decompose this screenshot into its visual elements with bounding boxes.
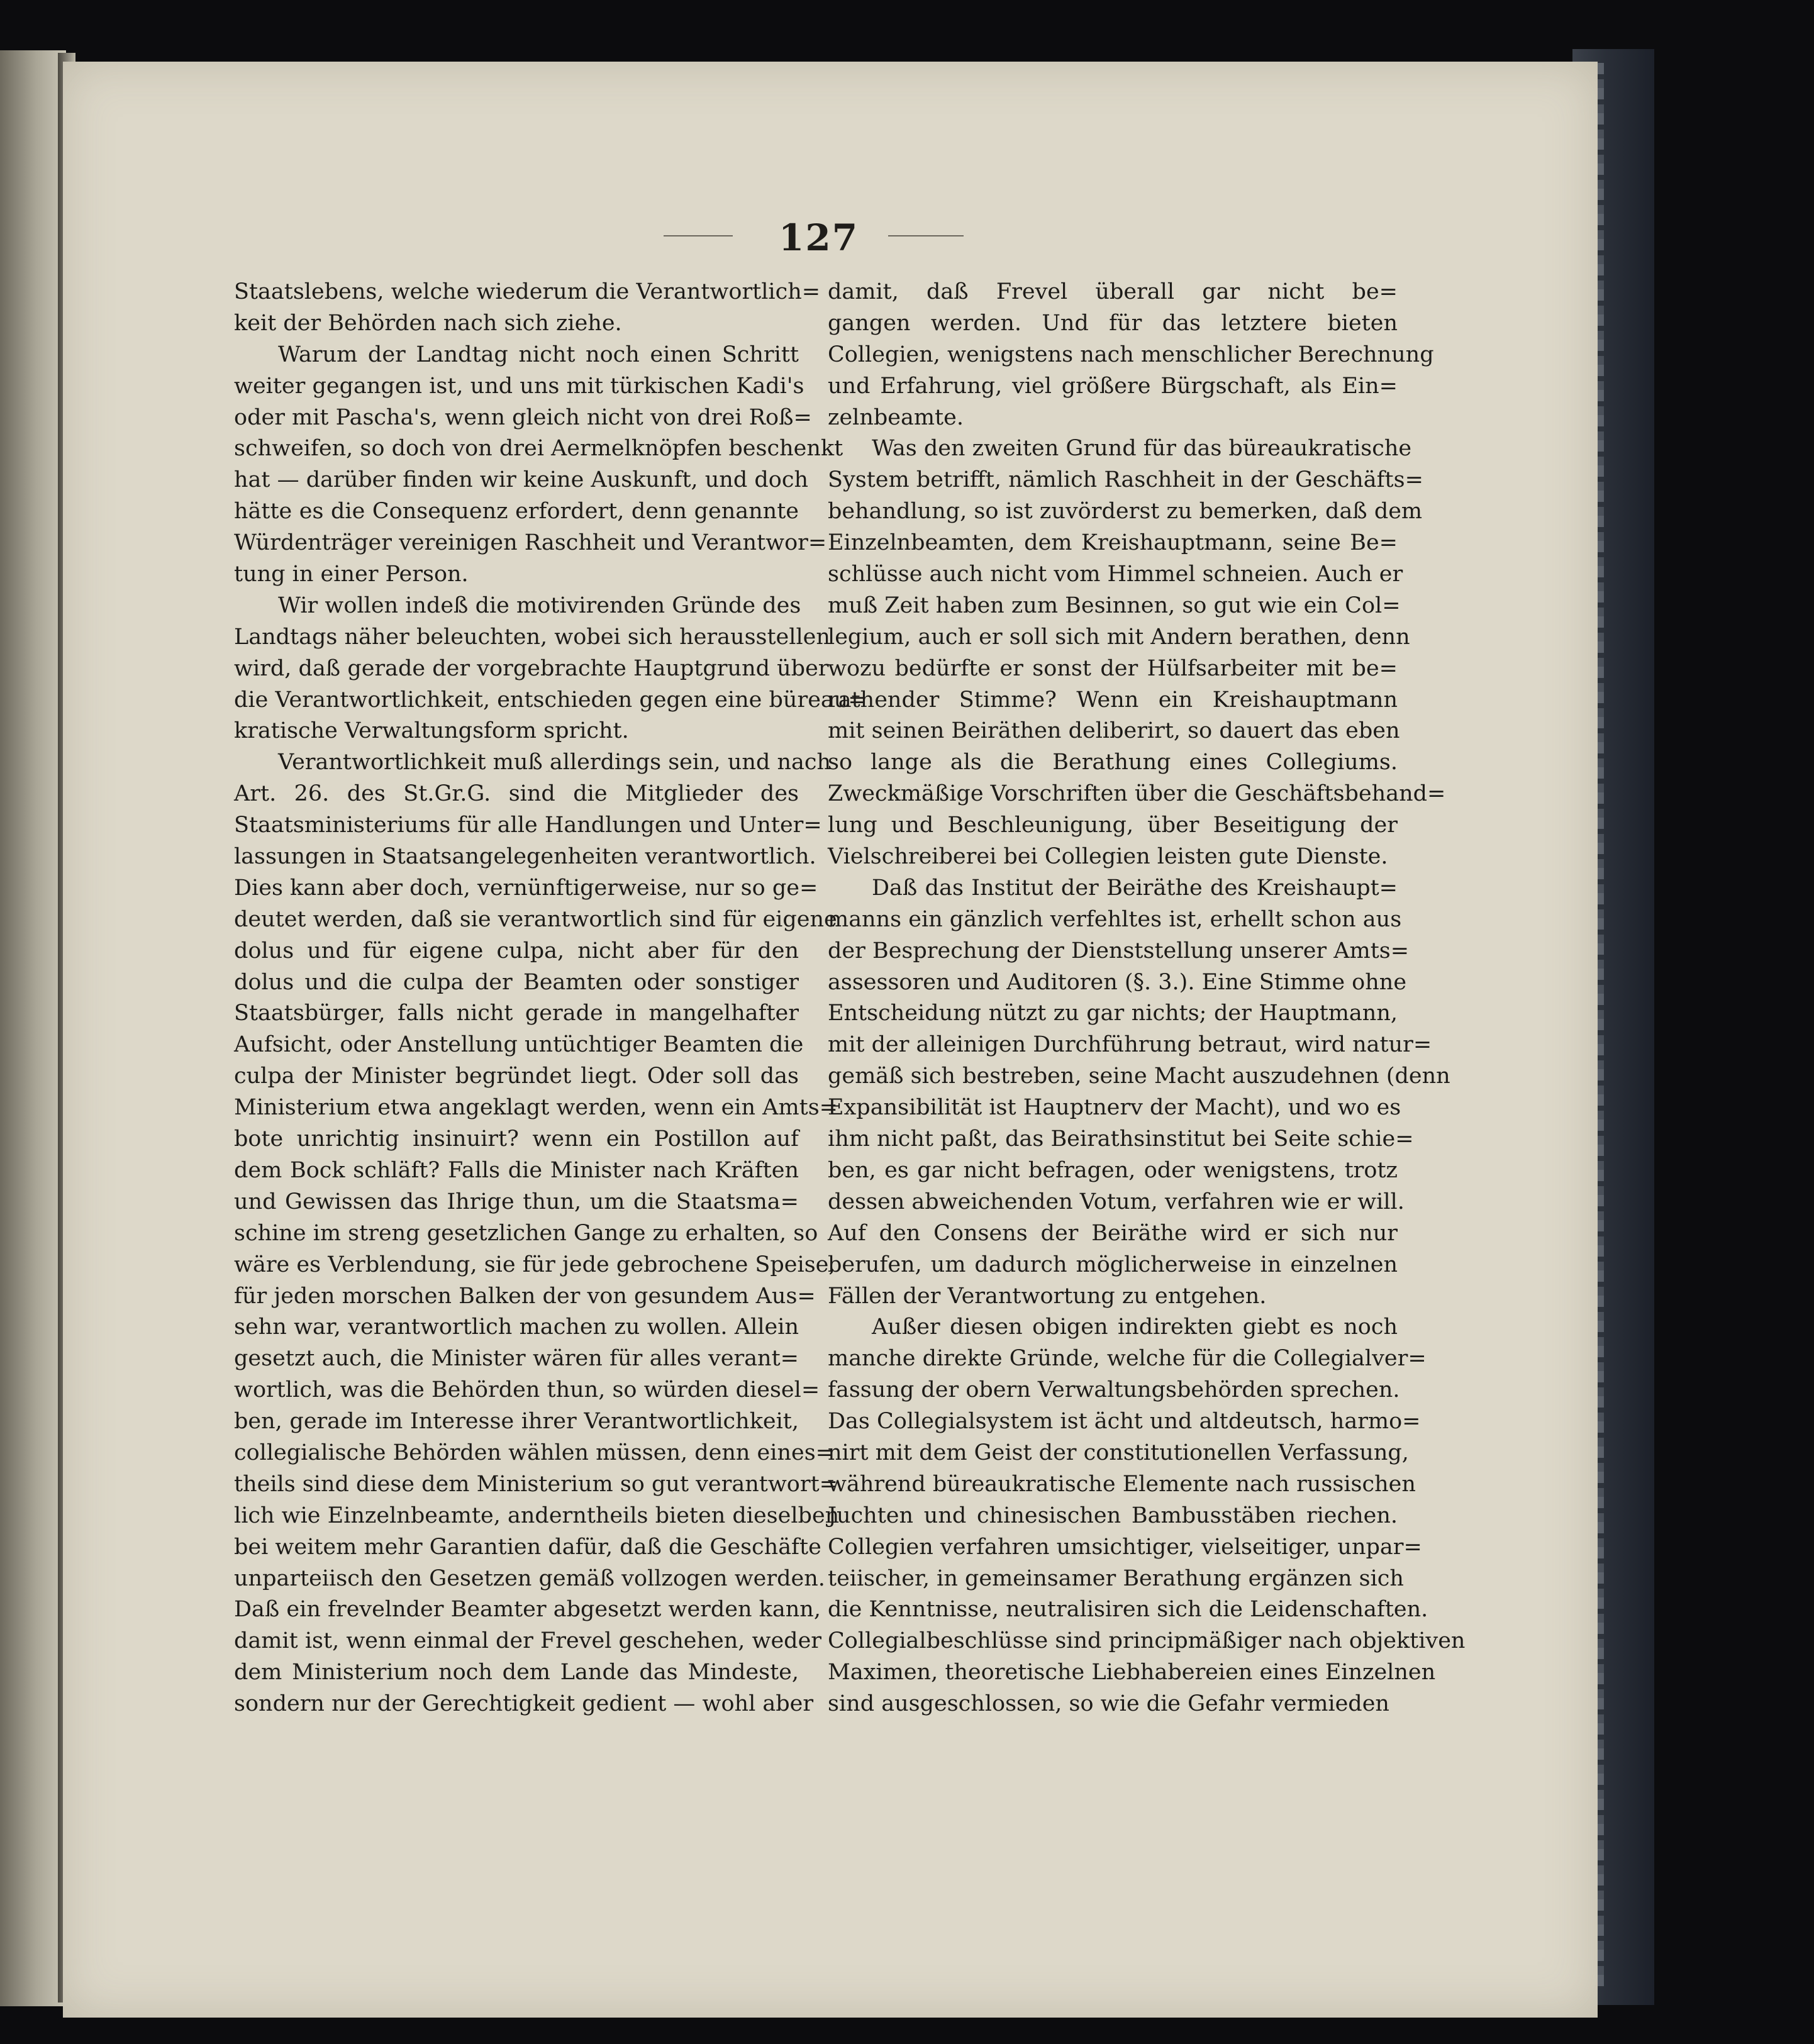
text-line: der Besprechung der Dienststellung unserer Amts=: [828, 938, 1410, 964]
text-line: schweifen, so doch von drei Aermelknöpfen beschenkt: [234, 436, 843, 462]
text-line: tung in einer Person.: [234, 562, 469, 587]
text-line: Würdenträger vereinigen Raschheit und Verantwor=: [234, 530, 827, 556]
text-line: Staatsministeriums für alle Handlungen und Unter=: [234, 813, 822, 838]
text-line: dem Ministerium noch dem Lande das Mindeste,: [234, 1660, 799, 1686]
text-line: dolus und für eigene culpa, nicht aber für den: [234, 938, 799, 964]
text-line: damit ist, wenn einmal der Frevel geschehen, weder: [234, 1628, 822, 1654]
text-line: gesetzt auch, die Minister wären für alles verant=: [234, 1346, 799, 1372]
text-line: dessen abweichenden Votum, verfahren wie er will.: [828, 1189, 1405, 1214]
left-text-column: [234, 277, 867, 1748]
text-line: keit der Behörden nach sich ziehe.: [234, 310, 622, 336]
text-line: Einzelnbeamten, dem Kreishauptmann, seine Be=: [828, 530, 1398, 556]
text-line: Außer diesen obigen indirekten giebt es noch: [872, 1314, 1398, 1340]
text-line: ben, gerade im Interesse ihrer Verantwortlichkeit,: [234, 1409, 799, 1435]
text-line: Juchten und chinesischen Bambusstäben riechen.: [828, 1502, 1398, 1528]
text-line: schine im streng gesetzlichen Gange zu erhalten, so: [234, 1220, 818, 1246]
text-line: Vielschreiberei bei Collegien leisten gute Dienste.: [828, 844, 1388, 870]
text-line: für jeden morschen Balken der von gesundem Aus=: [234, 1283, 816, 1309]
page-number: 127: [779, 216, 859, 259]
text-line: gangen werden. Und für das letztere bieten: [828, 310, 1398, 336]
text-line: manns ein gänzlich verfehltes ist, erhellt schon aus: [828, 906, 1402, 932]
text-line: teiischer, in gemeinsamer Berathung ergänzen sich: [828, 1565, 1404, 1591]
text-line: Collegialbeschlüsse sind principmäßiger nach objektiven: [828, 1628, 1466, 1654]
text-line: System betrifft, nämlich Raschheit in der Geschäfts=: [828, 467, 1423, 493]
text-line: Verantwortlichkeit muß allerdings sein, und nach: [278, 750, 832, 775]
text-line: wäre es Verblendung, sie für jede gebrochene Speise,: [234, 1252, 836, 1277]
text-line: und Gewissen das Ihrige thun, um die Staatsma=: [234, 1189, 799, 1214]
text-line: sondern nur der Gerechtigkeit gedient — wohl aber: [234, 1691, 814, 1717]
header-rule-right: [888, 235, 964, 236]
text-line: Maximen, theoretische Liebhabereien eines Einzelnen: [828, 1660, 1436, 1686]
text-line: berufen, um dadurch möglicherweise in einzelnen: [828, 1252, 1398, 1277]
text-line: ben, es gar nicht befragen, oder wenigstens, trotz: [828, 1157, 1398, 1183]
text-line: kratische Verwaltungsform spricht.: [234, 718, 629, 744]
text-line: legium, auch er soll sich mit Andern berathen, denn: [828, 624, 1410, 650]
text-line: gemäß sich bestreben, seine Macht auszudehnen (denn: [828, 1064, 1450, 1089]
text-line: Warum der Landtag nicht noch einen Schritt: [278, 342, 799, 367]
text-line: Daß das Institut der Beiräthe des Kreishaupt=: [872, 875, 1398, 901]
text-line: Auf den Consens der Beiräthe wird er sich nur: [828, 1220, 1398, 1246]
text-line: damit, daß Frevel überall gar nicht be=: [828, 279, 1398, 304]
text-line: Expansibilität ist Hauptnerv der Macht), und wo es: [828, 1095, 1401, 1121]
text-line: Aufsicht, oder Anstellung untüchtiger Beamten die: [234, 1032, 804, 1058]
text-line: assessoren und Auditoren (§. 3.). Eine Stimme ohne: [828, 969, 1407, 995]
text-line: dem Bock schläft? Falls die Minister nach Kräften: [234, 1157, 799, 1183]
text-line: Wir wollen indeß die motivirenden Gründe des: [278, 592, 801, 618]
text-line: manche direkte Gründe, welche für die Collegialver=: [828, 1346, 1427, 1372]
text-line: sind ausgeschlossen, so wie die Gefahr vermieden: [828, 1691, 1389, 1717]
text-line: und Erfahrung, viel größere Bürgschaft, als Ein=: [828, 373, 1398, 399]
text-line: sehn war, verantwortlich machen zu wollen. Allein: [234, 1314, 799, 1340]
text-line: muß Zeit haben zum Besinnen, so gut wie ein Col=: [828, 592, 1401, 618]
text-line: collegialische Behörden wählen müssen, denn eines=: [234, 1440, 835, 1465]
text-line: zelnbeamte.: [828, 404, 964, 430]
text-line: behandlung, so ist zuvörderst zu bemerken, daß dem: [828, 499, 1423, 525]
text-line: lassungen in Staatsangelegenheiten verantwortlich.: [234, 844, 816, 870]
text-line: die Kenntnisse, neutralisiren sich die Leidenschaften.: [828, 1597, 1428, 1623]
text-line: schlüsse auch nicht vom Himmel schneien. Auch er: [828, 562, 1403, 587]
text-line: Staatslebens, welche wiederum die Verantwortlich=: [234, 279, 821, 304]
text-line: fassung der obern Verwaltungsbehörden sprechen.: [828, 1377, 1400, 1403]
text-line: bei weitem mehr Garantien dafür, daß die Geschäfte: [234, 1534, 821, 1560]
text-line: Art. 26. des St.Gr.G. sind die Mitglieder des: [234, 781, 799, 807]
text-line: Das Collegialsystem ist ächt und altdeutsch, harmo=: [828, 1409, 1421, 1435]
text-line: Fällen der Verantwortung zu entgehen.: [828, 1283, 1267, 1309]
text-line: Collegien verfahren umsichtiger, vielseitiger, unpar=: [828, 1534, 1422, 1560]
text-line: wird, daß gerade der vorgebrachte Hauptgrund über: [234, 655, 829, 681]
text-line: lich wie Einzelnbeamte, anderntheils bieten dieselben: [234, 1502, 840, 1528]
text-line: oder mit Pascha's, wenn gleich nicht von drei Roß=: [234, 404, 812, 430]
text-line: Was den zweiten Grund für das büreaukratische: [872, 436, 1412, 462]
text-line: weiter gegangen ist, und uns mit türkischen Kadi's: [234, 373, 804, 399]
right-text-column: [828, 277, 1466, 1748]
text-line: hat — darüber finden wir keine Auskunft, und doch: [234, 467, 808, 493]
text-line: mit seinen Beiräthen deliberirt, so dauert das eben: [828, 718, 1400, 744]
text-line: unparteiisch den Gesetzen gemäß vollzogen werden.: [234, 1565, 825, 1591]
text-line: Staatsbürger, falls nicht gerade in mangelhafter: [234, 1001, 799, 1026]
text-line: wozu bedürfte er sonst der Hülfsarbeiter mit be=: [828, 655, 1398, 681]
text-line: Daß ein frevelnder Beamter abgesetzt werden kann,: [234, 1597, 821, 1623]
text-line: nirt mit dem Geist der constitutionellen Verfassung,: [828, 1440, 1409, 1465]
text-line: rathender Stimme? Wenn ein Kreishauptmann: [828, 687, 1398, 713]
text-line: dolus und die culpa der Beamten oder sonstiger: [234, 969, 799, 995]
text-line: lung und Beschleunigung, über Beseitigung der: [828, 813, 1398, 838]
text-line: Entscheidung nützt zu gar nichts; der Hauptmann,: [828, 1001, 1398, 1026]
text-line: während büreaukratische Elemente nach russischen: [828, 1471, 1416, 1497]
text-line: Collegien, wenigstens nach menschlicher Berechnung: [828, 342, 1434, 367]
text-line: Landtags näher beleuchten, wobei sich herausstellen: [234, 624, 830, 650]
text-line: Dies kann aber doch, vernünftigerweise, nur so ge=: [234, 875, 818, 901]
text-line: so lange als die Berathung eines Collegiums.: [828, 750, 1398, 775]
previous-page-edge: [0, 50, 66, 2006]
text-line: deutet werden, daß sie verantwortlich sind für eigene: [234, 906, 837, 932]
text-line: Ministerium etwa angeklagt werden, wenn ein Amts=: [234, 1095, 838, 1121]
text-line: mit der alleinigen Durchführung betraut, wird natur=: [828, 1032, 1432, 1058]
header-rule-left: [664, 235, 733, 236]
text-line: die Verantwortlichkeit, entschieden gegen eine büreau=: [234, 687, 867, 713]
text-line: hätte es die Consequenz erfordert, denn genannte: [234, 499, 799, 525]
text-line: culpa der Minister begründet liegt. Oder soll das: [234, 1064, 799, 1089]
text-line: ihm nicht paßt, das Beirathsinstitut bei Seite schie=: [828, 1126, 1414, 1152]
text-line: Zweckmäßige Vorschriften über die Geschäftsbehand=: [828, 781, 1446, 807]
text-line: bote unrichtig insinuirt? wenn ein Postillon auf: [234, 1126, 799, 1152]
text-line: wortlich, was die Behörden thun, so würden diesel=: [234, 1377, 820, 1403]
text-line: theils sind diese dem Ministerium so gut verantwort=: [234, 1471, 838, 1497]
